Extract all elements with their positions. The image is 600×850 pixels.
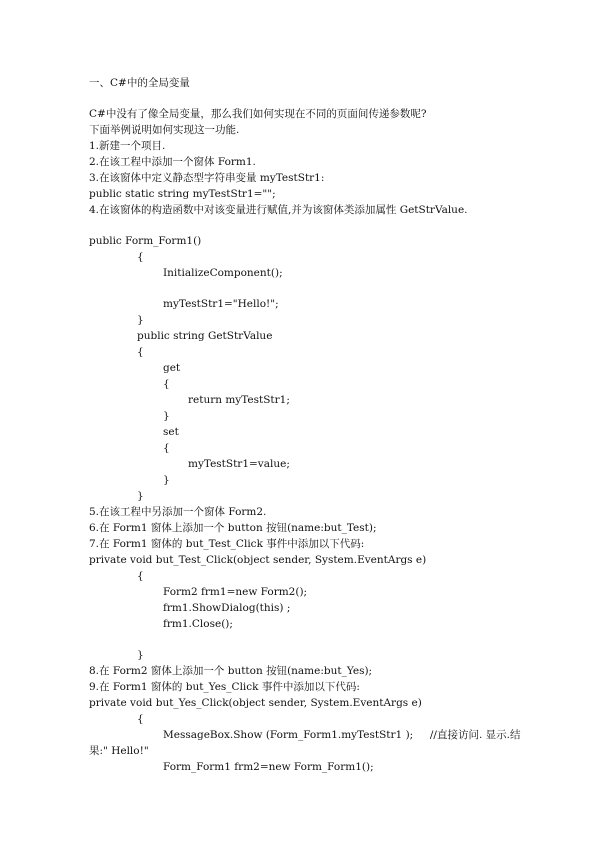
code-line: { [137,713,144,725]
code-line: Form2 frm1=new Form2(); [163,586,308,598]
code-line: myTestStr1="Hello!"; [163,298,279,310]
section-heading: 一、C#中的全局变量 [89,77,190,89]
text-line: 6.在 Form1 窗体上添加一个 button 按钮(name:but_Test); [89,522,377,534]
text-line: 1.新建一个项目. [89,140,166,152]
code-line: } [163,474,170,486]
code-line: public string GetStrValue [137,330,273,342]
code-line: set [163,426,179,438]
code-line: frm1.Close(); [163,618,233,630]
text-line: 7.在 Form1 窗体的 but_Test_Click 事件中添加以下代码: [89,538,365,550]
text-line: 8.在 Form2 窗体上添加一个 button 按钮(name:but_Yes); [89,665,373,677]
code-line: public static string myTestStr1=""; [89,188,276,200]
code-line: private void but_Yes_Click(object sender, System.EventArgs e) [89,697,422,709]
code-line: public Form_Form1() [89,235,202,247]
code-line: { [137,346,144,358]
text-line: C#中没有了像全局变量，那么我们如何实现在不同的页面间传递参数呢? [89,108,427,120]
code-line: { [163,378,170,390]
text-line: 3.在该窗体中定义静态型字符串变量 myTestStr1: [89,172,325,184]
code-line: frm1.ShowDialog(this) ; [163,602,291,614]
text-line: 5.在该工程中另添加一个窗体 Form2. [89,506,267,518]
text-line: 下面举例说明如何实现这一功能. [89,124,240,136]
code-line: 果:" Hello!" [89,745,149,757]
text-line: 4.在该窗体的构造函数中对该变量进行赋值,并为该窗体类添加属性 GetStrValue. [89,204,468,216]
code-line: { [137,251,144,263]
code-line: private void but_Test_Click(object sender, System.EventArgs e) [89,554,427,566]
code-line: } [137,314,144,326]
code-line: } [137,649,144,661]
text-line: 2.在该工程中添加一个窗体 Form1. [89,156,256,168]
code-line: InitializeComponent(); [163,267,283,279]
code-line: return myTestStr1; [188,394,290,406]
code-line: get [163,362,181,374]
code-line: } [163,410,170,422]
code-line: Form_Form1 frm2=new Form_Form1(); [163,761,374,773]
code-line: { [137,570,144,582]
code-line: myTestStr1=value; [188,458,290,470]
text-line: 9.在 Form1 窗体的 but_Yes_Click 事件中添加以下代码: [89,681,360,693]
code-line: } [137,490,144,502]
code-line: MessageBox.Show (Form_Form1.myTestStr1 ); //直接访问. 显示.结 [163,729,521,741]
code-line: { [163,442,170,454]
